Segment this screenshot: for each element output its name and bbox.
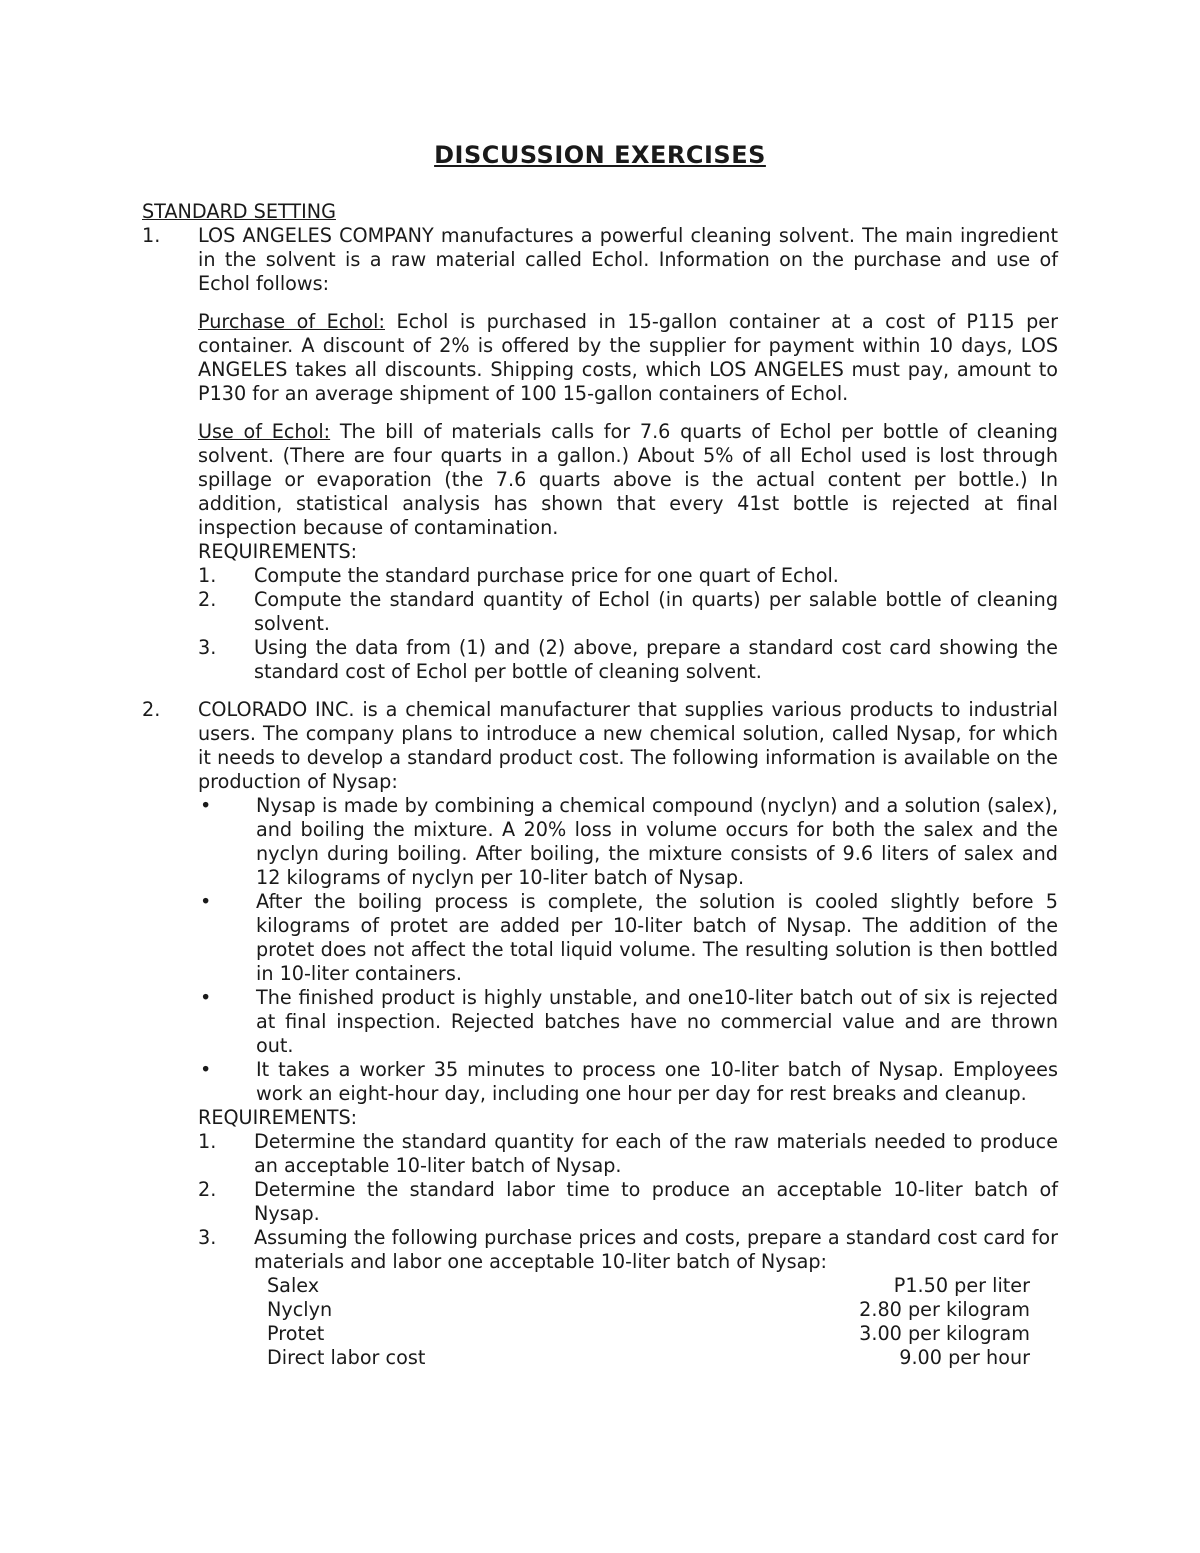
price-table: [267, 1274, 1030, 1370]
price-item: Salex: [267, 1274, 320, 1297]
problem-1-use: [198, 420, 1058, 540]
price-item: Protet: [267, 1322, 325, 1345]
problem-2-requirements: [198, 1130, 1058, 1370]
price-row: [267, 1322, 1030, 1346]
bullet-text: After the boiling process is complete, the solution is cooled slightly before 5 kilograms of protet are added per 10-liter batch of Nysap. The addition of the protet does not affect the total liquid volume. The resulting solution is then bottled in 10-liter containers.: [256, 890, 1058, 985]
document-page: [142, 140, 1058, 1370]
requirement-text: Compute the standard quantity of Echol (in quarts) per salable bottle of cleaning solvent.: [254, 588, 1058, 635]
bullet-text: It takes a worker 35 minutes to process one 10-liter batch of Nysap. Employees work an eight-hour day, including one hour per day for rest breaks and cleanup.: [256, 1058, 1058, 1105]
problem-1-intro: LOS ANGELES COMPANY manufactures a powerful cleaning solvent. The main ingredient in the solvent is a raw material called Echol. Information on the purchase and use of Echol follows:: [198, 224, 1058, 295]
requirement-number: 2.: [198, 1178, 217, 1201]
problem-1-purchase: [198, 310, 1058, 406]
problem-2: [142, 698, 1058, 1130]
requirement-number: 2.: [198, 588, 217, 611]
requirement-text: Determine the standard quantity for each of the raw materials needed to produce an acceptable 10-liter batch of Nysap.: [254, 1130, 1058, 1177]
bullet-icon: •: [200, 794, 212, 817]
bullet-item: [198, 986, 1058, 1058]
use-label: Use of Echol:: [198, 420, 331, 443]
price-row: [267, 1346, 1030, 1370]
price-value: P1.50 per liter: [893, 1274, 1030, 1297]
bullet-item: [198, 1058, 1058, 1106]
problem-1-number: 1.: [142, 224, 161, 247]
price-item: Direct labor cost: [267, 1346, 426, 1369]
problem-1: [142, 224, 1058, 564]
requirement-item: [198, 1130, 1058, 1178]
bullet-text: Nysap is made by combining a chemical compound (nyclyn) and a solution (salex), and boiling the mixture. A 20% loss in volume occurs for both the salex and the nyclyn during boiling. After boiling, the mixture consists of 9.6 liters of salex and 12 kilograms of nyclyn per 10-liter batch of Nysap.: [256, 794, 1058, 889]
use-text: The bill of materials calls for 7.6 quarts of Echol per bottle of cleaning solvent. (There are four quarts in a gallon.) About 5% of all Echol used is lost through spillage or evaporation (the 7.6 quarts above is the actual content per bottle.) In addition, statistical analysis has shown that every 41st bottle is rejected at final inspection because of contamination.: [198, 420, 1058, 539]
requirement-number: 1.: [198, 1130, 217, 1153]
requirement-number: 3.: [198, 1226, 217, 1249]
bullet-item: [198, 890, 1058, 986]
requirement-text: Assuming the following purchase prices and costs, prepare a standard cost card for materials and labor one acceptable 10-liter batch of Nysap:: [254, 1226, 1058, 1273]
requirement-text: Compute the standard purchase price for one quart of Echol.: [254, 564, 839, 587]
problem-2-requirements-label: REQUIREMENTS:: [198, 1106, 358, 1129]
problem-2-number: 2.: [142, 698, 161, 721]
page-title: DISCUSSION EXERCISES: [434, 141, 766, 169]
requirement-number: 3.: [198, 636, 217, 659]
purchase-label: Purchase of Echol:: [198, 310, 385, 333]
price-row: [267, 1274, 1030, 1298]
price-item: Nyclyn: [267, 1298, 333, 1321]
price-value: 3.00 per kilogram: [859, 1322, 1030, 1345]
price-value: 9.00 per hour: [899, 1346, 1030, 1369]
requirement-text: Determine the standard labor time to produce an acceptable 10-liter batch of Nysap.: [254, 1178, 1058, 1225]
section-heading: STANDARD SETTING: [142, 200, 336, 223]
bullet-icon: •: [200, 986, 212, 1009]
problem-1-requirements-label: REQUIREMENTS:: [198, 540, 358, 563]
bullet-text: The finished product is highly unstable, and one10-liter batch out of six is rejected at final inspection. Rejected batches have no commercial value and are thrown out.: [256, 986, 1058, 1057]
requirement-text: Using the data from (1) and (2) above, prepare a standard cost card showing the standard cost of Echol per bottle of cleaning solvent.: [254, 636, 1058, 683]
bullet-icon: •: [200, 890, 212, 913]
requirement-item: [198, 588, 1058, 636]
requirement-item: [198, 1178, 1058, 1226]
bullet-item: [198, 794, 1058, 890]
price-row: [267, 1298, 1030, 1322]
requirement-item: [198, 636, 1058, 684]
price-value: 2.80 per kilogram: [859, 1298, 1030, 1321]
requirement-number: 1.: [198, 564, 217, 587]
problem-1-requirements: [198, 564, 1058, 684]
problem-2-intro: COLORADO INC. is a chemical manufacturer that supplies various products to industrial users. The company plans to introduce a new chemical solution, called Nysap, for which it needs to develop a standard product cost. The following information is available on the production of Nysap:: [198, 698, 1058, 793]
purchase-text: Echol is purchased in 15-gallon container at a cost of P115 per container. A discount of 2% is offered by the supplier for payment within 10 days, LOS ANGELES takes all discounts. Shipping costs, which LOS ANGELES must pay, amount to P130 for an average shipment of 100 15-gallon containers of Echol.: [198, 310, 1058, 405]
requirement-item: [198, 564, 1058, 588]
bullet-icon: •: [200, 1058, 212, 1081]
requirement-item: [198, 1226, 1058, 1274]
